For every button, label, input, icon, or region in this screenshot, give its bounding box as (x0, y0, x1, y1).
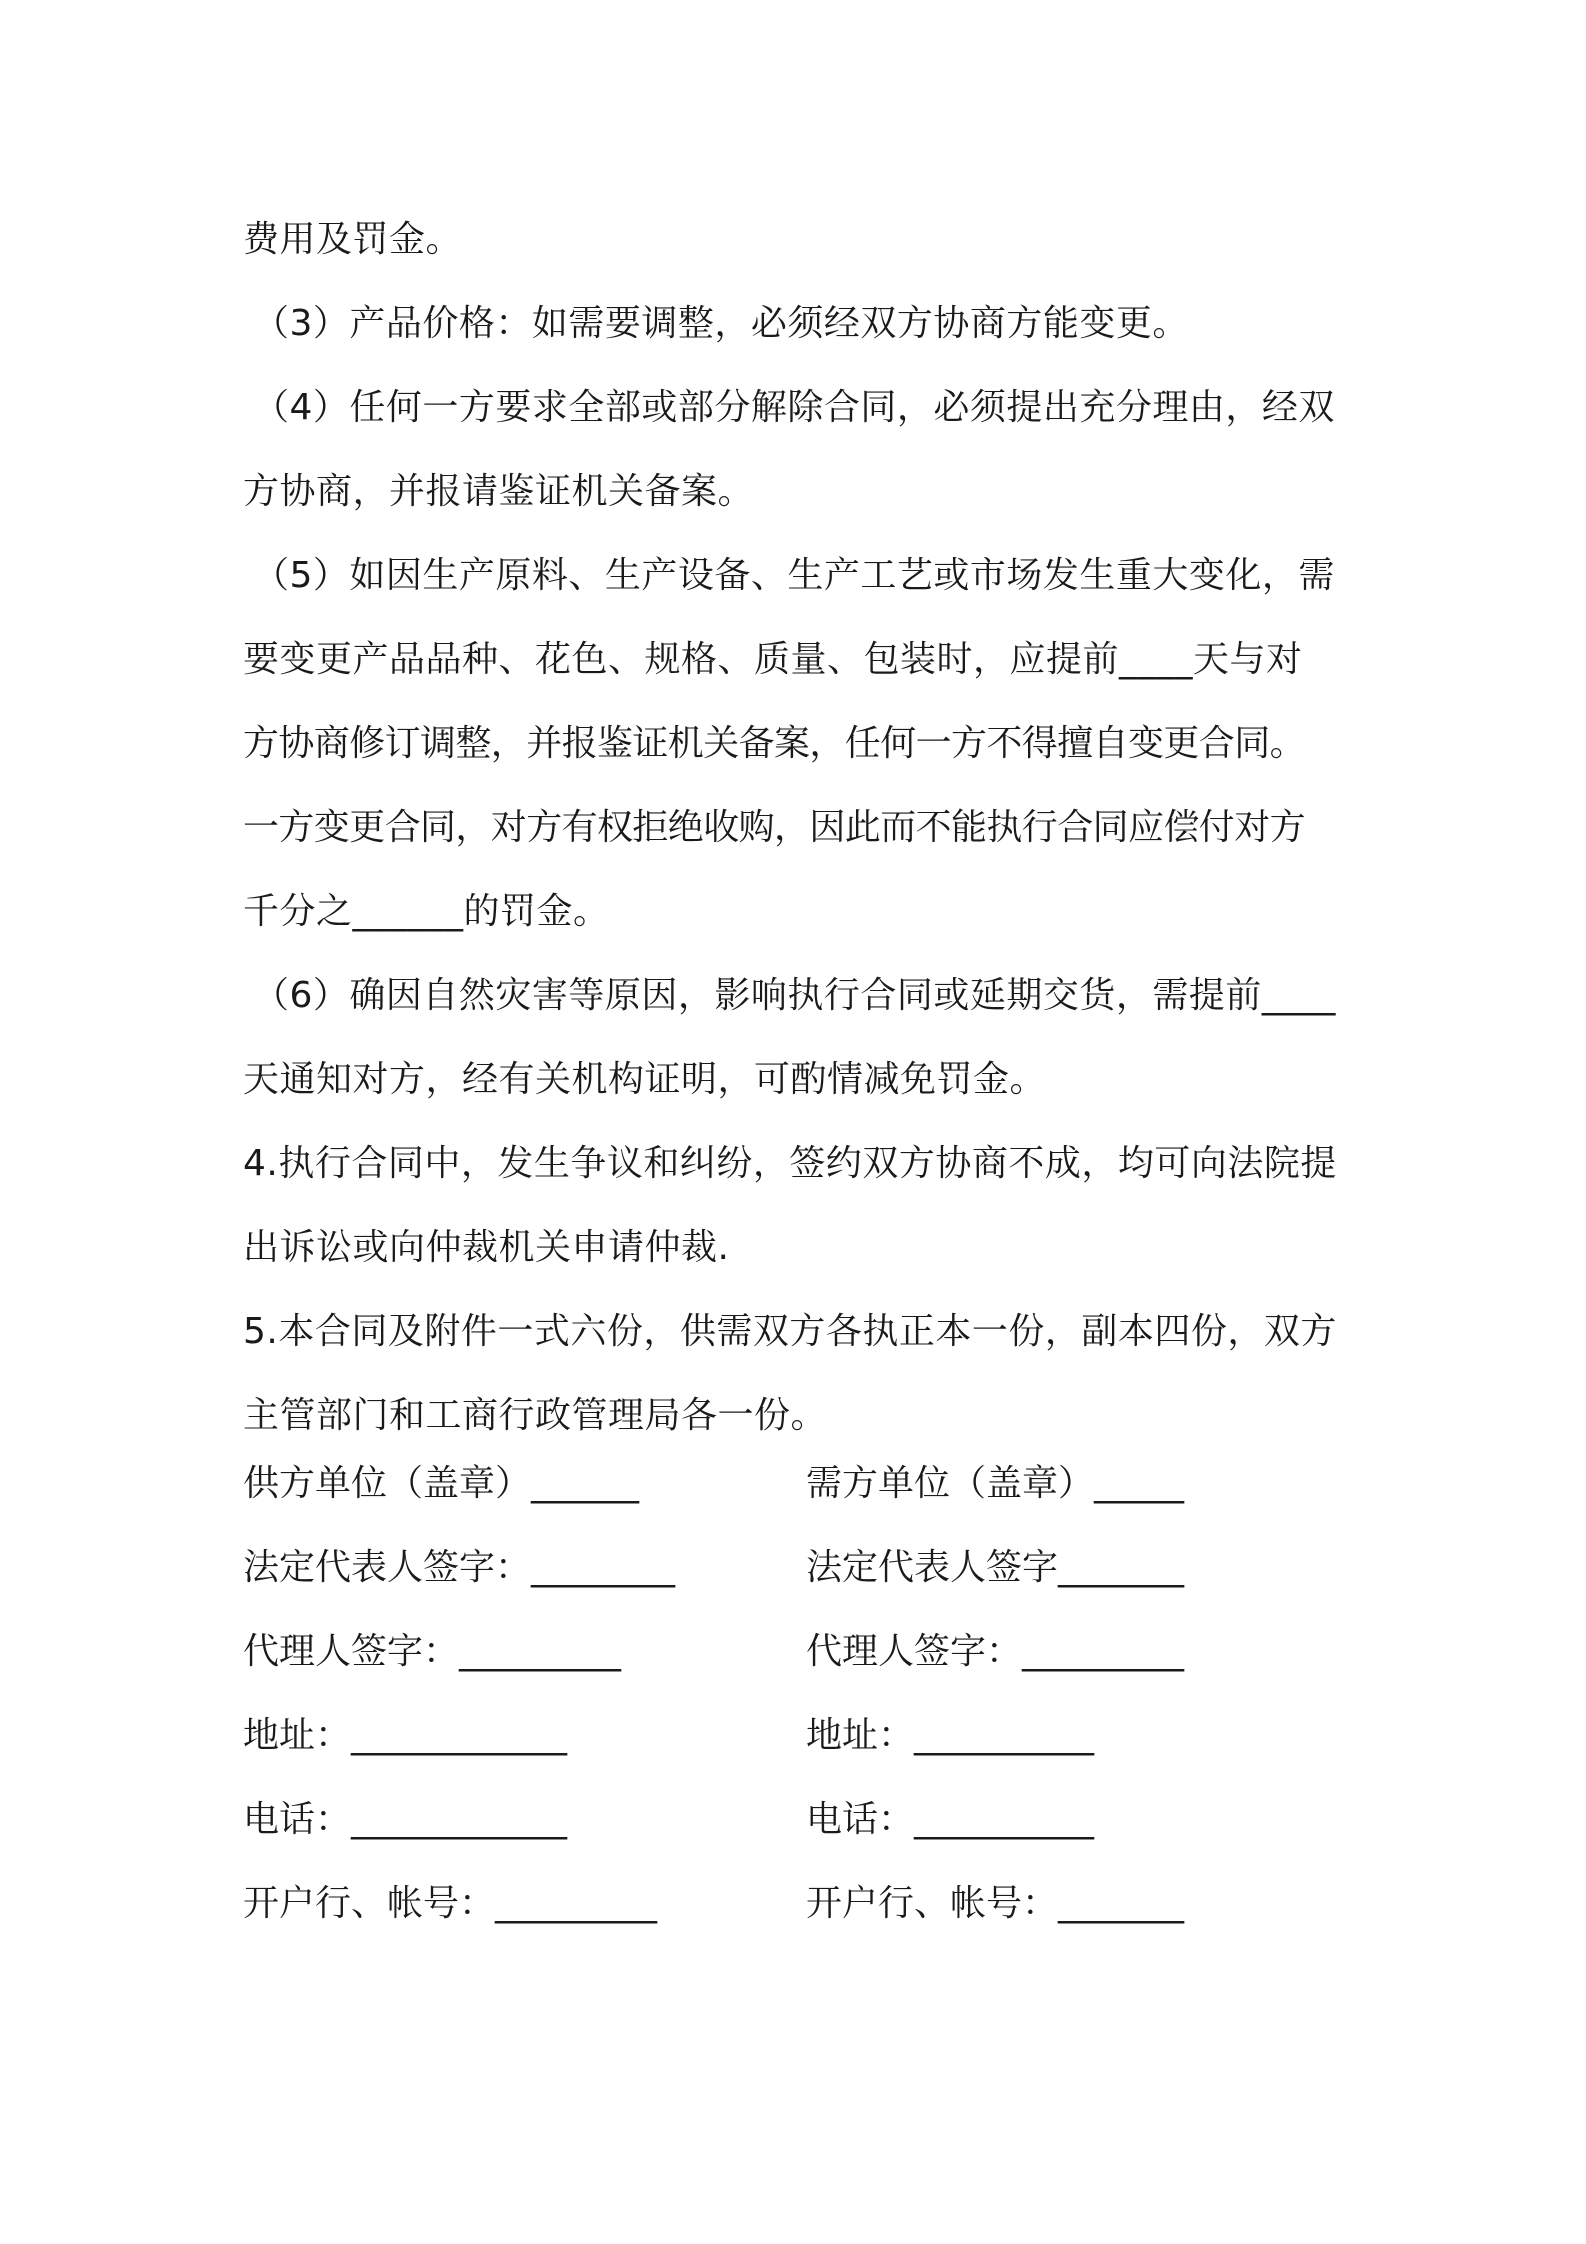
paragraph-line: 费用及罚金。 (243, 219, 463, 260)
paragraph-line: 要变更产品品种、花色、规格、质量、包装时，应提前____天与对 (243, 639, 1303, 680)
supplier-bank-account-field: 开户行、帐号：_________ (243, 1883, 658, 1924)
paragraph-line: 4.执行合同中，发生争议和纠纷，签约双方协商不成，均可向法院提 (243, 1143, 1337, 1184)
buyer-address-field: 地址：__________ (806, 1715, 1095, 1756)
supplier-agent-field: 代理人签字：_________ (243, 1631, 622, 1672)
signature-row (243, 1442, 1353, 1526)
paragraph-line: 出诉讼或向仲裁机关申请仲裁. (243, 1227, 730, 1268)
signature-row (243, 1694, 1353, 1778)
paragraph-line: 方协商修订调整，并报鉴证机关备案，任何一方不得擅自变更合同。 (243, 723, 1306, 764)
buyer-phone-field: 电话：__________ (806, 1799, 1095, 1840)
buyer-bank-account-field: 开户行、帐号：_______ (806, 1883, 1185, 1924)
paragraph-line: （5）如因生产原料、生产设备、生产工艺或市场发生重大变化，需 (253, 555, 1335, 596)
signature-row (243, 1526, 1353, 1610)
paragraph-line: 天通知对方，经有关机构证明，可酌情减免罚金。 (243, 1059, 1047, 1100)
buyer-agent-field: 代理人签字：_________ (806, 1631, 1185, 1672)
contract-body (243, 198, 1353, 1458)
paragraph-line: （6）确因自然灾害等原因，影响执行合同或延期交货，需提前____ (253, 975, 1336, 1016)
paragraph-line: （3）产品价格：如需要调整，必须经双方协商方能变更。 (253, 303, 1189, 344)
paragraph-line: 5.本合同及附件一式六份，供需双方各执正本一份，副本四份，双方 (243, 1311, 1337, 1352)
buyer-seal-field: 需方单位（盖章）_____ (806, 1463, 1185, 1504)
paragraph-line: 方协商，并报请鉴证机关备案。 (243, 471, 755, 512)
signature-row (243, 1610, 1353, 1694)
signature-block (243, 1442, 1353, 1946)
paragraph-line: 千分之______的罚金。 (243, 891, 610, 932)
supplier-address-field: 地址：____________ (243, 1715, 568, 1756)
signature-row (243, 1778, 1353, 1862)
paragraph-line: 主管部门和工商行政管理局各一份。 (243, 1395, 828, 1436)
supplier-phone-field: 电话：____________ (243, 1799, 568, 1840)
supplier-legal-rep-field: 法定代表人签字：________ (243, 1547, 676, 1588)
buyer-legal-rep-field: 法定代表人签字_______ (806, 1547, 1185, 1588)
supplier-seal-field: 供方单位（盖章）______ (243, 1463, 640, 1504)
paragraph-line: （4）任何一方要求全部或部分解除合同，必须提出充分理由，经双 (253, 387, 1335, 428)
paragraph-line: 一方变更合同，对方有权拒绝收购，因此而不能执行合同应偿付对方 (243, 807, 1306, 848)
signature-row (243, 1862, 1353, 1946)
